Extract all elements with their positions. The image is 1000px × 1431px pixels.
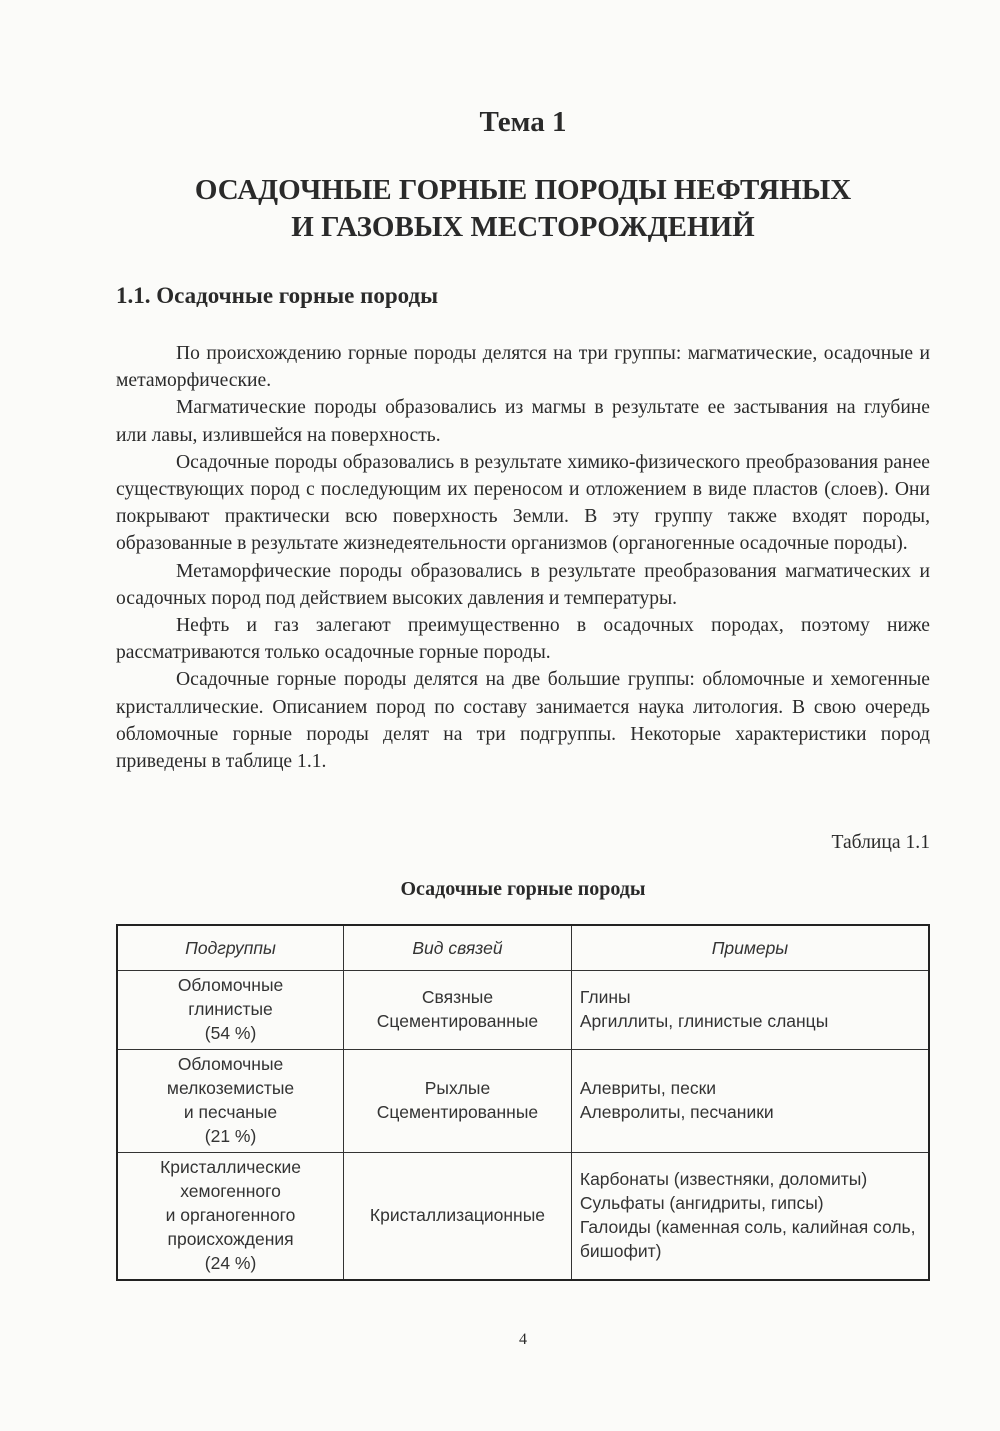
example-line: Глины bbox=[579, 987, 631, 1007]
table-row bbox=[117, 971, 929, 1050]
subgroup-line: и песчаные bbox=[183, 1102, 278, 1122]
subgroup-line: (24 %) bbox=[204, 1253, 257, 1273]
bond-cell bbox=[344, 1153, 572, 1281]
example-line: Карбонаты (известняки, доломиты) bbox=[579, 1169, 868, 1189]
body-text bbox=[116, 340, 930, 775]
section-title: 1.1. Осадочные горные породы bbox=[116, 283, 439, 308]
subgroup-line: (54 %) bbox=[204, 1023, 257, 1043]
subgroup-line: мелкоземистые bbox=[166, 1078, 295, 1098]
subgroup-line: Обломочные bbox=[177, 1054, 284, 1074]
subgroup-line: Обломочные bbox=[177, 975, 284, 995]
subgroup-line: (21 %) bbox=[204, 1126, 257, 1146]
chapter-title-line-2: И ГАЗОВЫХ МЕСТОРОЖДЕНИЙ bbox=[291, 211, 755, 243]
example-line: Алевролиты, песчаники bbox=[579, 1102, 774, 1122]
subgroup-cell bbox=[117, 1050, 344, 1153]
bond-line: Сцементированные bbox=[376, 1011, 539, 1031]
examples-cell bbox=[571, 1153, 929, 1281]
table-row bbox=[117, 1050, 929, 1153]
bond-line: Связные bbox=[421, 987, 494, 1007]
page-number: 4 bbox=[519, 1331, 527, 1348]
header-subgroups: Подгруппы bbox=[117, 925, 344, 971]
bond-cell bbox=[344, 1050, 572, 1153]
subgroup-cell bbox=[117, 971, 344, 1050]
example-line: Аргиллиты, глинистые сланцы bbox=[579, 1011, 829, 1031]
header-examples: Примеры bbox=[571, 925, 929, 971]
table-title: Осадочные горные породы bbox=[400, 878, 646, 900]
subgroup-line: хемогенного bbox=[180, 1181, 281, 1201]
table-row bbox=[117, 1153, 929, 1281]
paragraph: Магматические породы образовались из магмы в результате ее застывания на глубине или лавы, излившейся на поверхность. bbox=[116, 397, 930, 446]
paragraph: Осадочные породы образовались в результате химико-физического преобразования ранее существующих пород с последующим их переносом и отложением в виде пластов (слоев). Они покрывают практически всю поверхность Земли. В эту группу также входят породы, образованные в результате жизнедеятельности организмов (органогенные осадочные породы). bbox=[116, 451, 930, 555]
bond-line: Сцементированные bbox=[376, 1102, 539, 1122]
examples-cell bbox=[571, 971, 929, 1050]
example-line: Сульфаты (ангидриты, гипсы) bbox=[579, 1193, 824, 1213]
table-label: Таблица 1.1 bbox=[831, 832, 930, 853]
paragraph: По происхождению горные породы делятся на три группы: магматические, осадочные и метаморфические. bbox=[116, 343, 930, 392]
subgroup-line: глинистые bbox=[188, 999, 273, 1019]
example-line: Галоиды (каменная соль, калийная соль, бишофит) bbox=[579, 1217, 916, 1261]
chapter-title-line-1: ОСАДОЧНЫЕ ГОРНЫЕ ПОРОДЫ НЕФТЯНЫХ bbox=[194, 174, 852, 206]
subgroup-line: и органогенного bbox=[165, 1205, 296, 1225]
paragraph: Осадочные горные породы делятся на две большие группы: обломочные и хемогенные кристаллические. Описанием пород по составу занимается наука литология. В свою очередь обломочные горные породы делят на три подгруппы. Некоторые характеристики пород приведены в таблице 1.1. bbox=[116, 669, 930, 773]
subgroup-line: Кристаллические bbox=[160, 1157, 302, 1177]
bond-line: Рыхлые bbox=[424, 1078, 491, 1098]
topic-heading: Тема 1 bbox=[479, 106, 567, 138]
chapter-title bbox=[0, 172, 1000, 246]
paragraph: Метаморфические породы образовались в результате преобразования магматических и осадочных пород под действием высоких давления и температуры. bbox=[116, 560, 930, 609]
subgroup-line: происхождения bbox=[167, 1229, 294, 1249]
example-line: Алевриты, пески bbox=[579, 1078, 717, 1098]
examples-cell bbox=[571, 1050, 929, 1153]
bond-line: Кристаллизационные bbox=[369, 1205, 546, 1225]
subgroup-cell bbox=[117, 1153, 344, 1281]
bond-cell bbox=[344, 971, 572, 1050]
header-bond-type: Вид связей bbox=[344, 925, 572, 971]
paragraph: Нефть и газ залегают преимущественно в осадочных породах, поэтому ниже рассматриваются только осадочные горные породы. bbox=[116, 615, 930, 664]
table-header-row bbox=[117, 925, 929, 971]
sedimentary-rocks-table bbox=[116, 924, 930, 1281]
